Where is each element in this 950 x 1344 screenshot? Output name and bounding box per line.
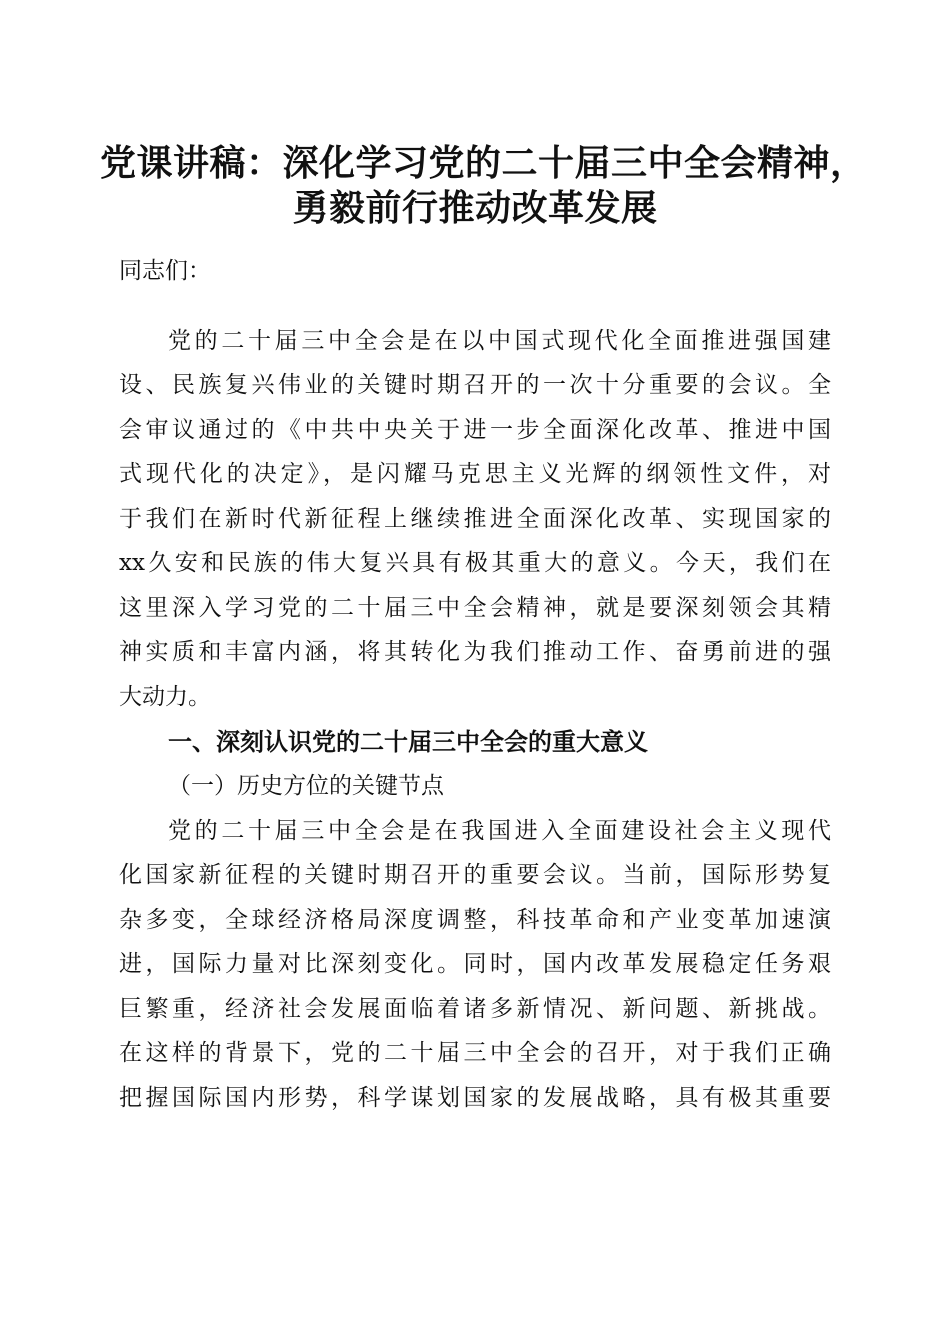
body-line: 进，国际力量对比深刻变化。同时，国内改革发展稳定任务艰	[119, 951, 831, 977]
body-line: 杂多变，全球经济格局深度调整，科技革命和产业变革加速演	[119, 907, 831, 933]
intro-line: 大动力。	[119, 684, 211, 710]
intro-line: 党的二十届三中全会是在以中国式现代化全面推进强国建	[168, 328, 831, 354]
section-heading: 一、深刻认识党的二十届三中全会的重大意义	[168, 728, 648, 756]
intro-line: 于我们在新时代新征程上继续推进全面深化改革、实现国家的	[119, 506, 831, 532]
intro-line: 这里深入学习党的二十届三中全会精神，就是要深刻领会其精	[119, 595, 831, 621]
salutation: 同志们：	[119, 258, 211, 284]
intro-line: 会审议通过的《中共中央关于进一步全面深化改革、推进中国	[119, 417, 831, 443]
body-line: 巨繁重，经济社会发展面临着诸多新情况、新问题、新挑战。	[119, 996, 831, 1022]
body-line: 在这样的背景下，党的二十届三中全会的召开，对于我们正确	[119, 1040, 831, 1066]
subsection-heading: （一）历史方位的关键节点	[168, 773, 444, 799]
body-line: 把握国际国内形势，科学谋划国家的发展战略，具有极其重要	[119, 1085, 831, 1111]
intro-line: 设、民族复兴伟业的关键时期召开的一次十分重要的会议。全	[119, 372, 831, 398]
intro-line: 神实质和丰富内涵，将其转化为我们推动工作、奋勇前进的强	[119, 639, 831, 665]
body-line: 党的二十届三中全会是在我国进入全面建设社会主义现代	[168, 818, 831, 844]
intro-line: xx久安和民族的伟大复兴具有极其重大的意义。今天，我们在	[119, 550, 831, 576]
intro-line: 式现代化的决定》，是闪耀马克思主义光辉的纲领性文件，对	[119, 461, 831, 487]
document-title-line-1: 党课讲稿：深化学习党的二十届三中全会精神，	[100, 142, 867, 184]
body-line: 化国家新征程的关键时期召开的重要会议。当前，国际形势复	[119, 862, 831, 888]
document-title-line-2: 勇毅前行推动改革发展	[292, 187, 658, 229]
